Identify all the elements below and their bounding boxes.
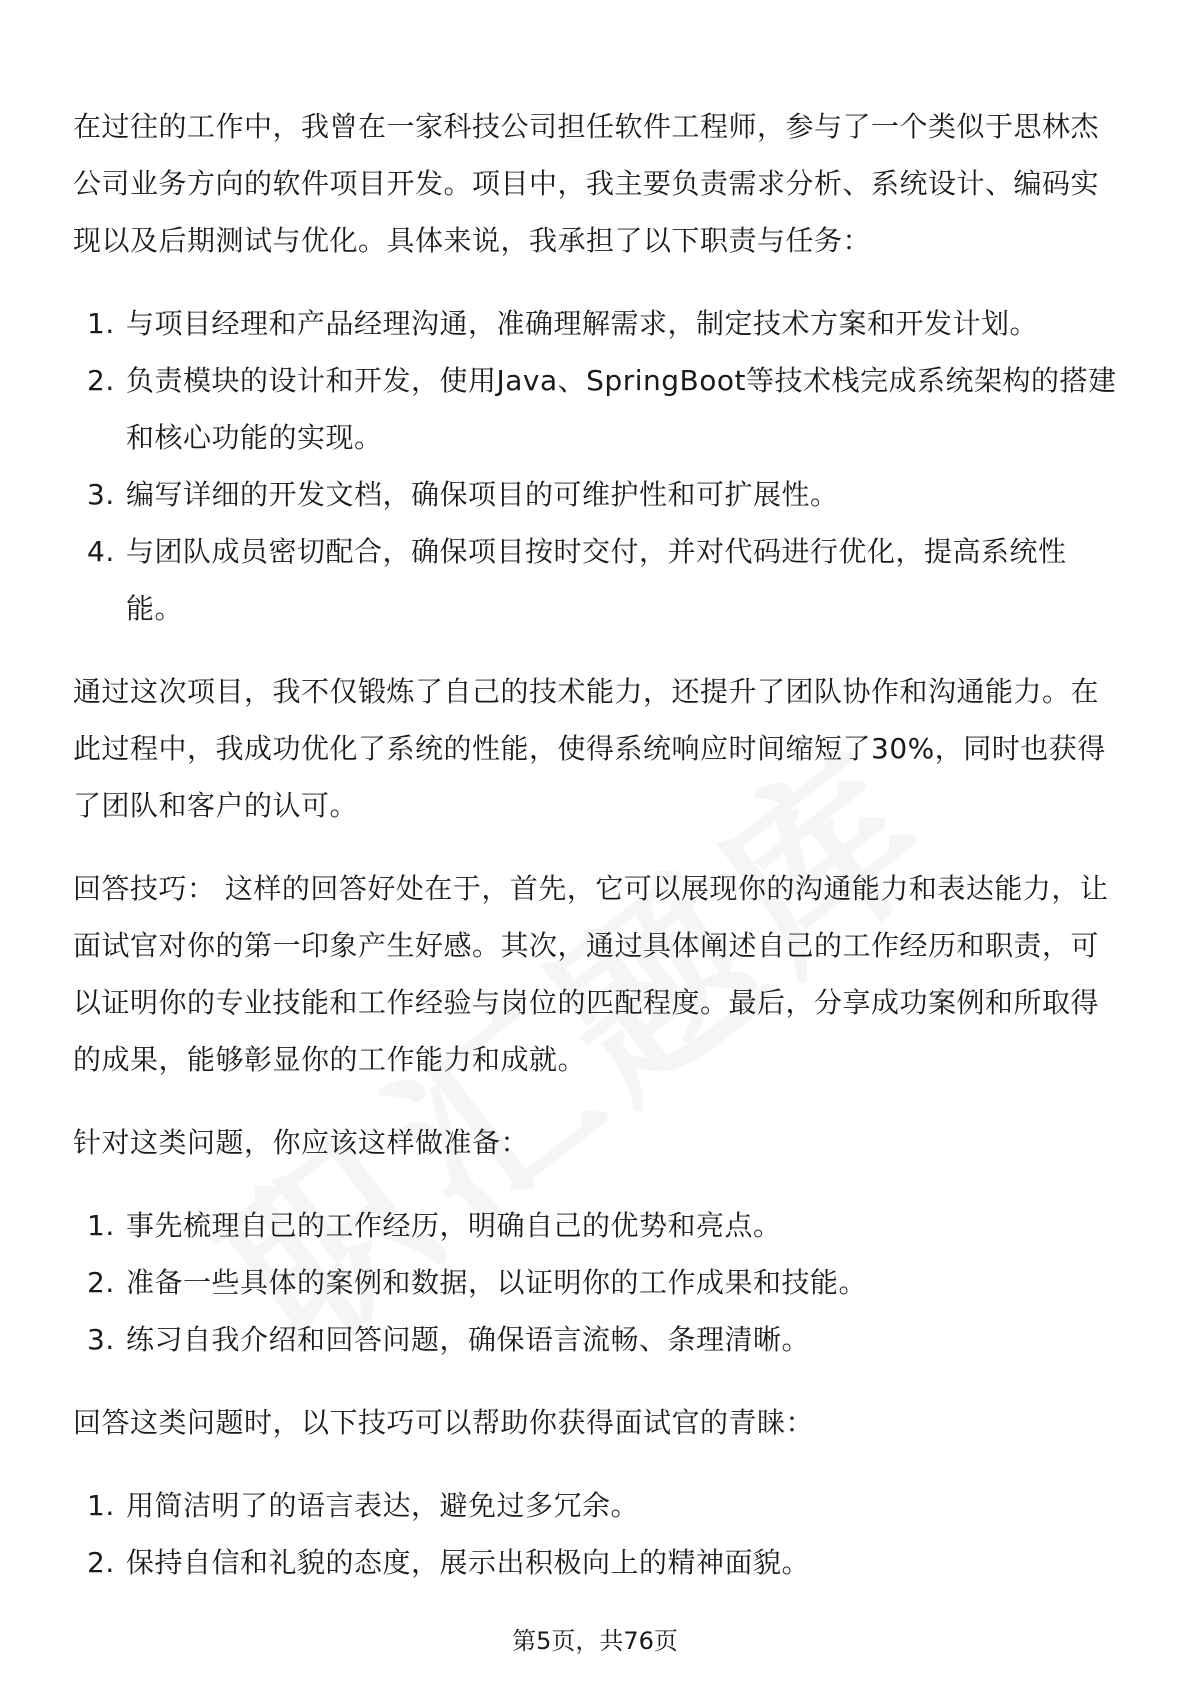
document-page: [73, 98, 1123, 1591]
list-text: 用简洁明了的语言表达，避免过多冗余。: [126, 1489, 640, 1522]
list-number: 2.: [87, 1546, 115, 1579]
skills-heading: 回答这类问题时，以下技巧可以帮助你获得面试官的青睐：: [73, 1406, 815, 1439]
list-text: 编写详细的开发文档，确保项目的可维护性和可扩展性。: [126, 478, 839, 511]
list-text: 与项目经理和产品经理沟通，准确理解需求，制定技术方案和开发计划。: [126, 307, 1039, 340]
list-number: 1.: [87, 1209, 115, 1242]
tips-paragraph: 回答技巧： 这样的回答好处在于，首先，它可以展现你的沟通能力和表达能力，让面试官对你的第一印象产生好感。其次，通过具体阐述自己的工作经历和职责，可以证明你的专业技能和工作经验与岗位的匹配程度。最后，分享成功案例和所取得的成果，能够彰显你的工作能力和成就。: [73, 872, 1109, 1076]
list-number: 4.: [87, 535, 115, 568]
list-number: 1.: [87, 307, 115, 340]
list-text: 保持自信和礼貌的态度，展示出积极向上的精神面貌。: [126, 1546, 811, 1579]
prep-heading: 针对这类问题，你应该这样做准备：: [73, 1126, 530, 1159]
intro-paragraph: 在过往的工作中，我曾在一家科技公司担任软件工程师，参与了一个类似于思林杰公司业务方向的软件项目开发。项目中，我主要负责需求分析、系统设计、编码实现以及后期测试与优化。具体来说，我承担了以下职责与任务：: [73, 110, 1100, 257]
list-item: [73, 1197, 1123, 1254]
list-number: 2.: [87, 364, 115, 397]
list-text: 练习自我介绍和回答问题，确保语言流畅、条理清晰。: [126, 1323, 811, 1356]
result-paragraph: 通过这次项目，我不仅锻炼了自己的技术能力，还提升了团队协作和沟通能力。在此过程中，我成功优化了系统的性能，使得系统响应时间缩短了30%，同时也获得了团队和客户的认可。: [73, 675, 1106, 822]
list-text: 事先梳理自己的工作经历，明确自己的优势和亮点。: [126, 1209, 782, 1242]
list-item: [73, 466, 1123, 523]
list-item: [73, 295, 1123, 352]
list-text: 与团队成员密切配合，确保项目按时交付，并对代码进行优化，提高系统性能。: [126, 535, 1067, 625]
list-number: 1.: [87, 1489, 115, 1522]
list-item: [73, 1477, 1123, 1534]
duties-list: [73, 295, 1123, 637]
list-text: 负责模块的设计和开发，使用Java、SpringBoot等技术栈完成系统架构的搭建和核心功能的实现。: [126, 364, 1117, 454]
list-number: 2.: [87, 1266, 115, 1299]
list-item: [73, 1534, 1123, 1591]
list-text: 准备一些具体的案例和数据，以证明你的工作成果和技能。: [126, 1266, 868, 1299]
prep-list: [73, 1197, 1123, 1368]
list-item: [73, 1311, 1123, 1368]
list-number: 3.: [87, 478, 115, 511]
page-footer: 第5页，共76页: [512, 1627, 678, 1655]
list-item: [73, 1254, 1123, 1311]
list-number: 3.: [87, 1323, 115, 1356]
list-item: [73, 352, 1123, 466]
skills-list: [73, 1477, 1123, 1591]
list-item: [73, 523, 1123, 637]
